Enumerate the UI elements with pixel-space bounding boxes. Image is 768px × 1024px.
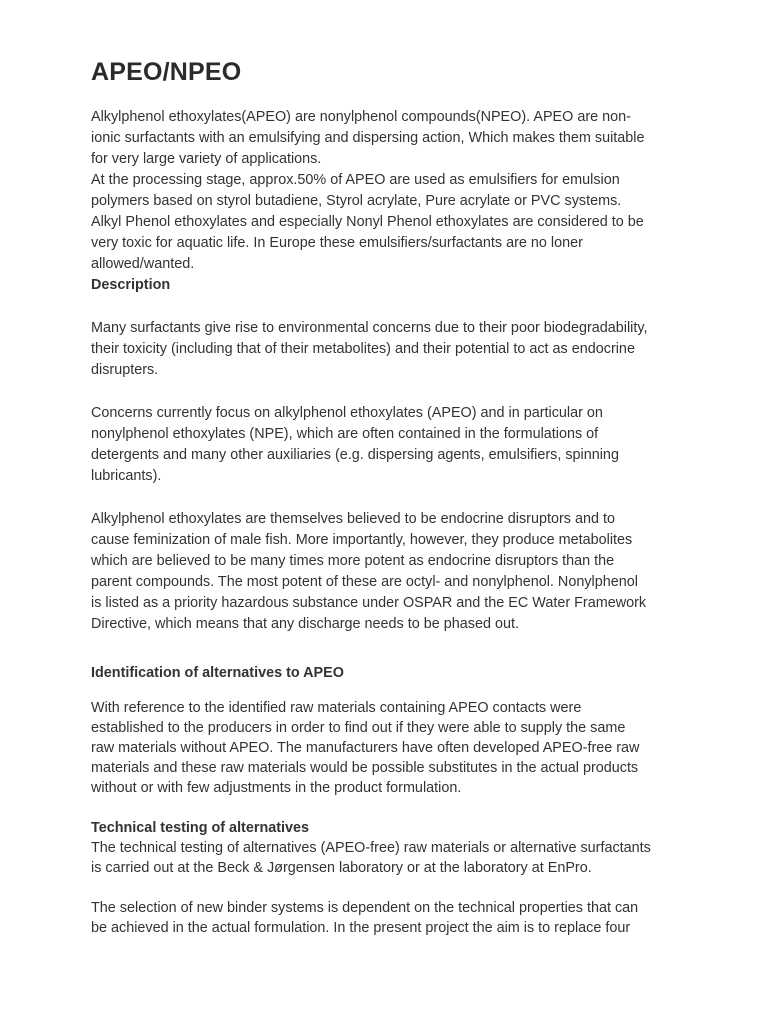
- text-line: their toxicity (including that of their metabolites) and their potential to act as endocrine: [91, 341, 635, 357]
- text-line: raw materials without APEO. The manufacturers have often developed APEO-free raw: [91, 740, 640, 756]
- text-line: At the processing stage, approx.50% of APEO are used as emulsifiers for emulsion: [91, 172, 620, 188]
- text-line: is carried out at the Beck & Jørgensen laboratory or at the laboratory at EnPro.: [91, 860, 592, 876]
- text-line: Many surfactants give rise to environmental concerns due to their poor biodegradability,: [91, 320, 648, 336]
- text-line: Alkylphenol ethoxylates(APEO) are nonylphenol compounds(NPEO). APEO are non-: [91, 109, 631, 125]
- text-line: detergents and many other auxiliaries (e.g. dispersing agents, emulsifiers, spinning: [91, 447, 619, 463]
- identification-heading: [91, 663, 686, 684]
- text-line: ionic surfactants with an emulsifying and dispersing action, Which makes them suitable: [91, 130, 645, 146]
- text-line: nonylphenol ethoxylates (NPE), which are often contained in the formulations of: [91, 426, 599, 442]
- text-line: Concerns currently focus on alkylphenol ethoxylates (APEO) and in particular on: [91, 405, 603, 421]
- paragraph-testing: [91, 818, 686, 878]
- heading-text: Identification of alternatives to APEO: [91, 665, 344, 681]
- text-line: With reference to the identified raw materials containing APEO contacts were: [91, 700, 582, 716]
- text-line: is listed as a priority hazardous substance under OSPAR and the EC Water Framework: [91, 595, 647, 611]
- text-line: materials and these raw materials would be possible substitutes in the actual products: [91, 760, 639, 776]
- paragraph-binder-systems: [91, 898, 686, 938]
- testing-heading: Technical testing of alternatives: [91, 820, 310, 836]
- text-line: lubricants).: [91, 468, 162, 484]
- text-line: cause feminization of male fish. More importantly, however, they produce metabolites: [91, 532, 633, 548]
- paragraph-concerns: [91, 403, 686, 487]
- text-line: disrupters.: [91, 362, 159, 378]
- text-line: Alkylphenol ethoxylates are themselves believed to be endocrine disruptors and to: [91, 511, 615, 527]
- text-line: parent compounds. The most potent of these are octyl- and nonylphenol. Nonylphenol: [91, 574, 638, 590]
- text-line: Directive, which means that any discharge needs to be phased out.: [91, 616, 519, 632]
- description-heading: Description: [91, 277, 171, 293]
- paragraph-endocrine: [91, 509, 686, 635]
- text-line: polymers based on styrol butadiene, Styrol acrylate, Pure acrylate or PVC systems.: [91, 193, 622, 209]
- page-title: APEO/NPEO: [91, 58, 242, 86]
- paragraph-raw-materials: [91, 698, 686, 798]
- paragraph-surfactants: [91, 318, 686, 381]
- intro-paragraph: [91, 107, 686, 296]
- text-line: which are believed to be many times more potent as endocrine disruptors than the: [91, 553, 615, 569]
- text-line: The technical testing of alternatives (APEO-free) raw materials or alternative surfactants: [91, 840, 651, 856]
- text-line: be achieved in the actual formulation. In the present project the aim is to replace four: [91, 920, 631, 936]
- text-line: without or with few adjustments in the product formulation.: [91, 780, 462, 796]
- text-line: very toxic for aquatic life. In Europe these emulsifiers/surfactants are no loner: [91, 235, 583, 251]
- text-line: The selection of new binder systems is dependent on the technical properties that can: [91, 900, 639, 916]
- text-line: allowed/wanted.: [91, 256, 195, 272]
- text-line: Alkyl Phenol ethoxylates and especially Nonyl Phenol ethoxylates are considered to be: [91, 214, 644, 230]
- text-line: established to the producers in order to find out if they were able to supply the same: [91, 720, 626, 736]
- text-line: for very large variety of applications.: [91, 151, 322, 167]
